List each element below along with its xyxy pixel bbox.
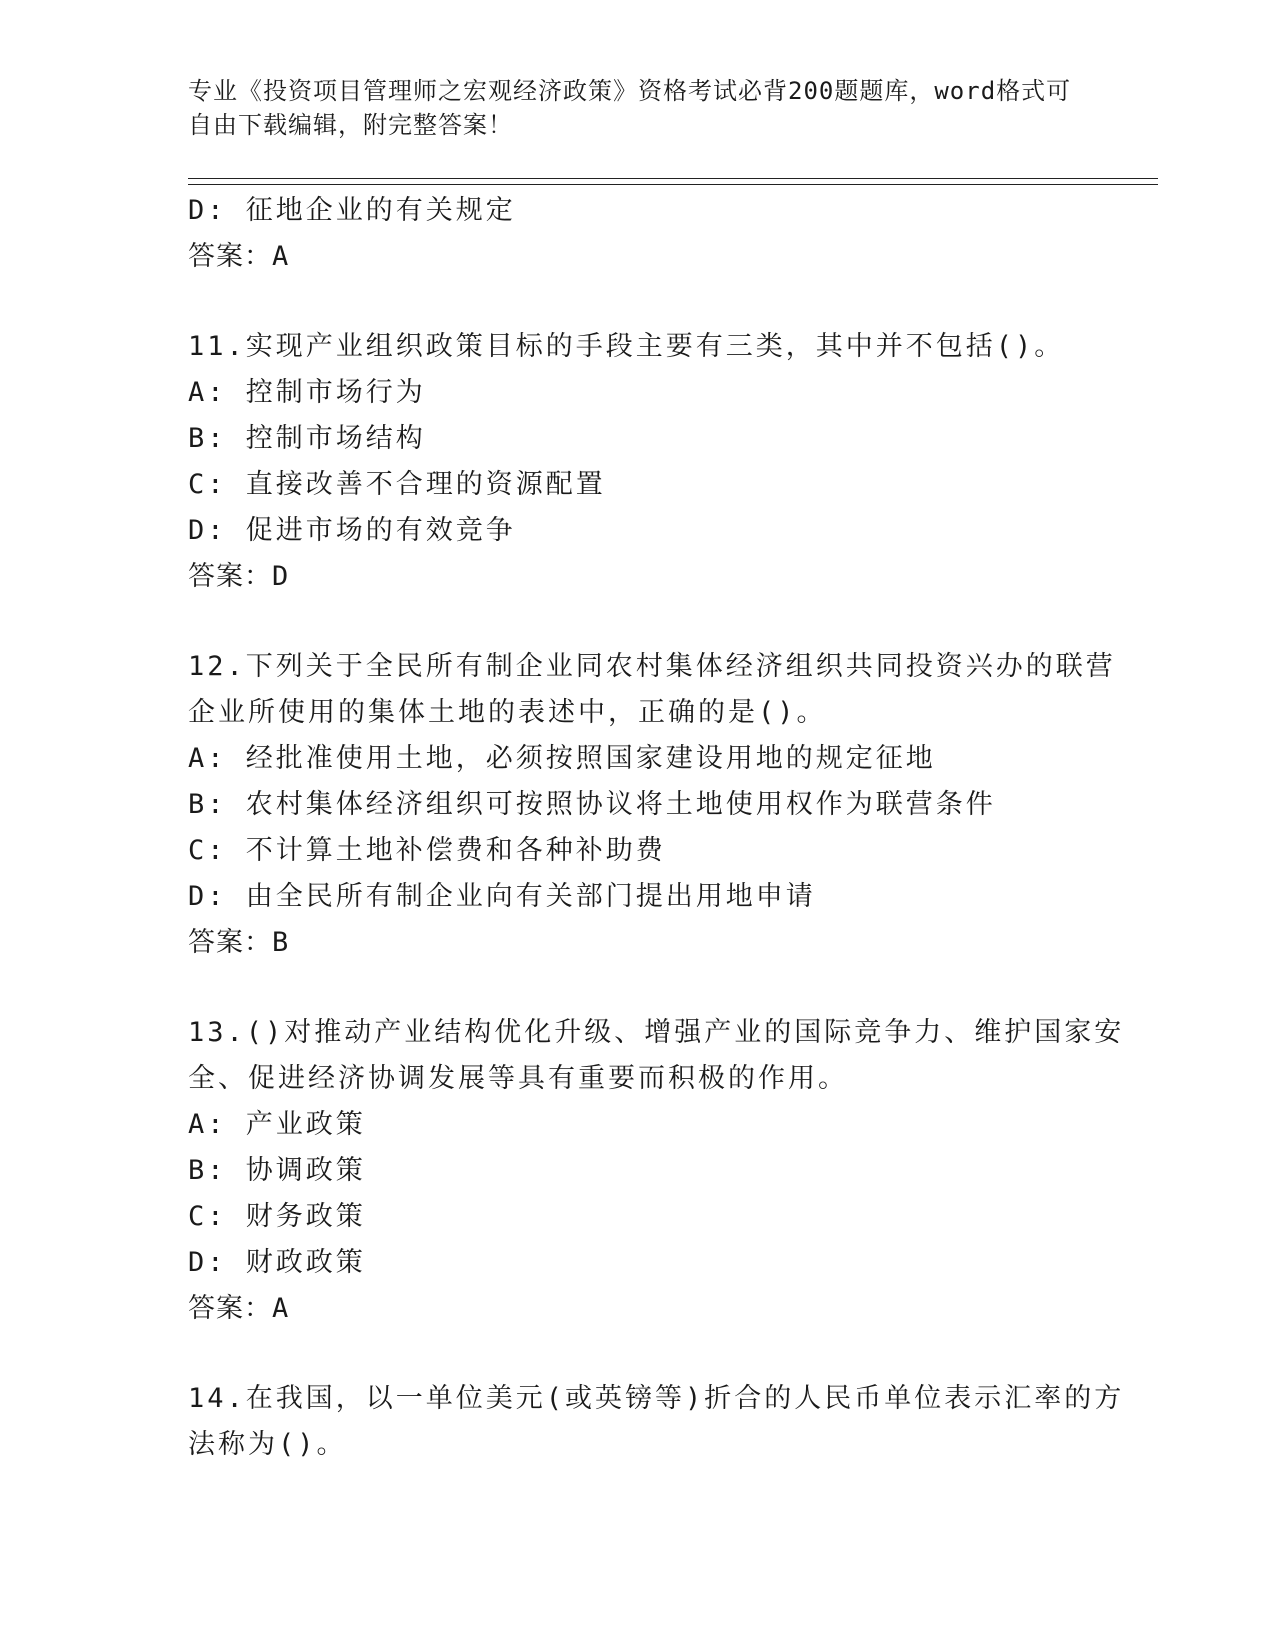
question-11-option-c: C: 直接改善不合理的资源配置: [188, 469, 606, 500]
answer-value: D: [272, 561, 289, 592]
header-divider-bottom: [188, 184, 1158, 185]
answer-label: 答案：: [188, 241, 272, 272]
question-10: [188, 188, 1088, 280]
question-14-stem-line-1: 14.在我国，以一单位美元(或英镑等)折合的人民币单位表示汇率的方: [188, 1383, 1125, 1414]
question-12-option-d: D: 由全民所有制企业向有关部门提出用地申请: [188, 881, 816, 912]
question-13-stem-line-1: 13.()对推动产业结构优化升级、增强产业的国际竞争力、维护国家安: [188, 1017, 1125, 1048]
question-11: [188, 324, 1088, 600]
question-spacer: [188, 1332, 1088, 1376]
question-13-option-a: A: 产业政策: [188, 1109, 366, 1140]
header-divider-top: [188, 178, 1158, 179]
question-11-option-b: B: 控制市场结构: [188, 423, 426, 454]
question-13: [188, 1010, 1125, 1332]
header-title-line-2: 自由下载编辑，附完整答案！: [188, 111, 513, 139]
question-spacer: [188, 966, 1088, 1010]
document-header: [188, 74, 1088, 142]
question-12-stem-line-2: 企业所使用的集体土地的表述中，正确的是()。: [188, 697, 827, 728]
answer-label: 答案：: [188, 1293, 272, 1324]
answer-value: A: [272, 1293, 289, 1324]
question-12: [188, 644, 1116, 966]
question-11-option-a: A: 控制市场行为: [188, 377, 426, 408]
question-10-option-d: D: 征地企业的有关规定: [188, 195, 516, 226]
answer-value: A: [272, 241, 289, 272]
question-spacer: [188, 600, 1088, 644]
question-11-answer: [188, 554, 1088, 600]
question-13-stem-line-2: 全、促进经济协调发展等具有重要而积极的作用。: [188, 1063, 848, 1094]
answer-label: 答案：: [188, 927, 272, 958]
question-list: [188, 188, 1125, 1468]
header-title-line-1: 专业《投资项目管理师之宏观经济政策》资格考试必背200题题库，word格式可: [188, 77, 1072, 105]
question-12-stem-line-1: 12.下列关于全民所有制企业同农村集体经济组织共同投资兴办的联营: [188, 651, 1116, 682]
question-10-answer: [188, 234, 1088, 280]
question-13-option-b: B: 协调政策: [188, 1155, 366, 1186]
question-11-stem: 11.实现产业组织政策目标的手段主要有三类，其中并不包括()。: [188, 331, 1065, 362]
question-14-stem-line-2: 法称为()。: [188, 1429, 347, 1460]
question-13-option-d: D: 财政政策: [188, 1247, 366, 1278]
question-11-option-d: D: 促进市场的有效竞争: [188, 515, 516, 546]
question-13-answer: [188, 1286, 1088, 1332]
answer-label: 答案：: [188, 561, 272, 592]
question-14: [188, 1376, 1125, 1468]
question-12-answer: [188, 920, 1088, 966]
question-13-option-c: C: 财务政策: [188, 1201, 366, 1232]
answer-value: B: [272, 927, 289, 958]
question-12-option-a: A: 经批准使用土地，必须按照国家建设用地的规定征地: [188, 743, 936, 774]
question-12-option-b: B: 农村集体经济组织可按照协议将土地使用权作为联营条件: [188, 789, 996, 820]
question-spacer: [188, 280, 1088, 324]
question-12-option-c: C: 不计算土地补偿费和各种补助费: [188, 835, 666, 866]
